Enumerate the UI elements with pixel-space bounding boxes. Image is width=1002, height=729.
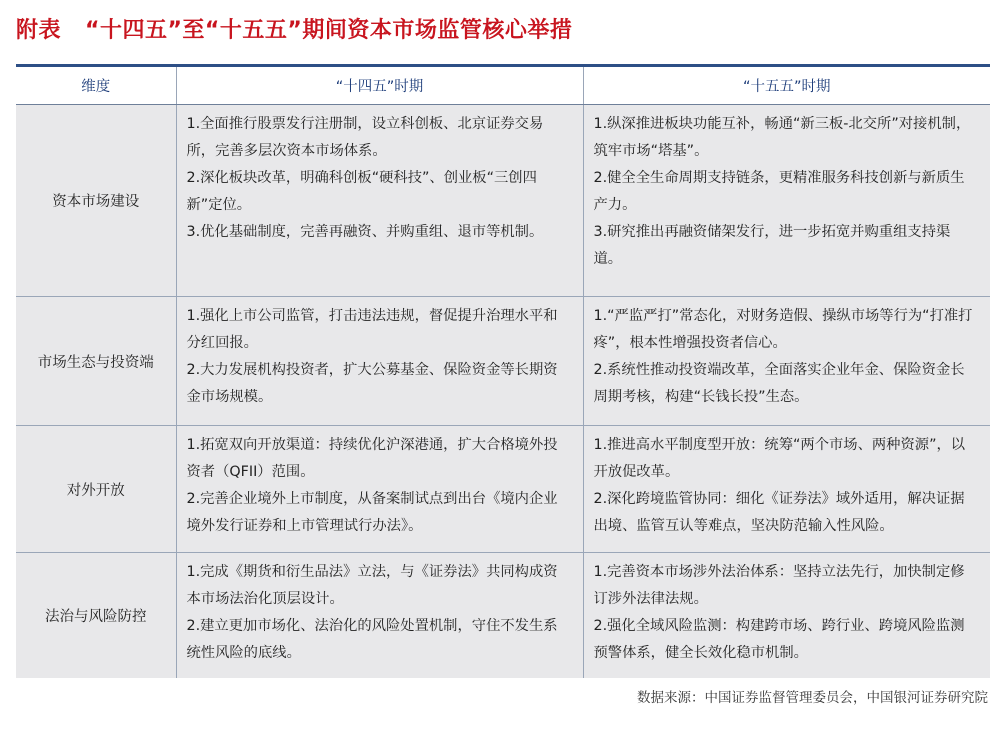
measure-item: 1.纵深推进板块功能互补，畅通“新三板-北交所”对接机制，筑牢市场“塔基”。 (593, 116, 971, 159)
measure-item: 1.完善资本市场涉外法治体系：坚持立法先行，加快制定修订涉外法律法规。 (593, 564, 965, 607)
cell-14th-plan (176, 105, 583, 297)
cell-14th-plan (176, 297, 583, 426)
measure-item: 2.强化全域风险监测：构建跨市场、跨行业、跨境风险监测预警体系，健全长效化稳市机制。 (593, 618, 965, 661)
measure-item: 1.推进高水平制度型开放：统筹“两个市场、两种资源”，以开放促改革。 (593, 437, 966, 480)
cell-15th-plan (583, 105, 990, 297)
row-dimension: 资本市场建设 (16, 105, 176, 297)
cell-15th-plan (583, 297, 990, 426)
table-header-row (16, 67, 990, 105)
data-source-note: 数据来源：中国证券监督管理委员会，中国银河证券研究院 (637, 690, 988, 706)
row-dimension: 法治与风险防控 (16, 553, 176, 678)
measure-item: 2.系统性推动投资端改革，全面落实企业年金、保险资金长周期考核，构建“长钱长投”生态。 (593, 362, 965, 405)
cell-14th-plan (176, 553, 583, 678)
cell-15th-plan (583, 553, 990, 678)
row-dimension: 市场生态与投资端 (16, 297, 176, 426)
measure-item: 2.深化跨境监管协同：细化《证券法》域外适用，解决证据出境、监管互认等难点，坚决防范输入性风险。 (593, 491, 965, 534)
measures-table (16, 64, 990, 678)
title-label: 附表 (16, 17, 62, 43)
measure-item: 2.完善企业境外上市制度，从备案制试点到出台《境内企业境外发行证券和上市管理试行办法》。 (186, 491, 558, 534)
measure-item: 3.研究推出再融资储架发行，进一步拓宽并购重组支持渠道。 (593, 224, 951, 267)
measure-item: 3.优化基础制度，完善再融资、并购重组、退市等机制。 (186, 224, 544, 240)
table-row (16, 297, 990, 426)
header-dimension: 维度 (16, 67, 176, 105)
table-row (16, 105, 990, 297)
page-title (16, 6, 572, 50)
measure-item: 1.全面推行股票发行注册制，设立科创板、北京证券交易所，完善多层次资本市场体系。 (186, 116, 544, 159)
measure-item: 1.“严监严打”常态化，对财务造假、操纵市场等行为“打准打疼”，根本性增强投资者信心。 (593, 308, 973, 351)
measure-item: 1.拓宽双向开放渠道：持续优化沪深港通，扩大合格境外投资者（QFII）范围。 (186, 437, 558, 480)
measure-item: 1.完成《期货和衍生品法》立法，与《证券法》共同构成资本市场法治化顶层设计。 (186, 564, 558, 607)
measure-item: 2.深化板块改革，明确科创板“硬科技”、创业板“三创四新”定位。 (186, 170, 537, 213)
measure-item: 1.强化上市公司监管，打击违法违规，督促提升治理水平和分红回报。 (186, 308, 558, 351)
measure-item: 2.大力发展机构投资者，扩大公募基金、保险资金等长期资金市场规模。 (186, 362, 558, 405)
table-row (16, 426, 990, 553)
title-text: “十四五”至“十五五”期间资本市场监管核心举措 (85, 17, 573, 43)
measure-item: 2.建立更加市场化、法治化的风险处置机制，守住不发生系统性风险的底线。 (186, 618, 558, 661)
header-14th-plan: “十四五”时期 (176, 67, 583, 105)
header-15th-plan: “十五五”时期 (583, 67, 990, 105)
table-row (16, 553, 990, 678)
cell-14th-plan (176, 426, 583, 553)
cell-15th-plan (583, 426, 990, 553)
row-dimension: 对外开放 (16, 426, 176, 553)
measure-item: 2.健全全生命周期支持链条，更精准服务科技创新与新质生产力。 (593, 170, 965, 213)
